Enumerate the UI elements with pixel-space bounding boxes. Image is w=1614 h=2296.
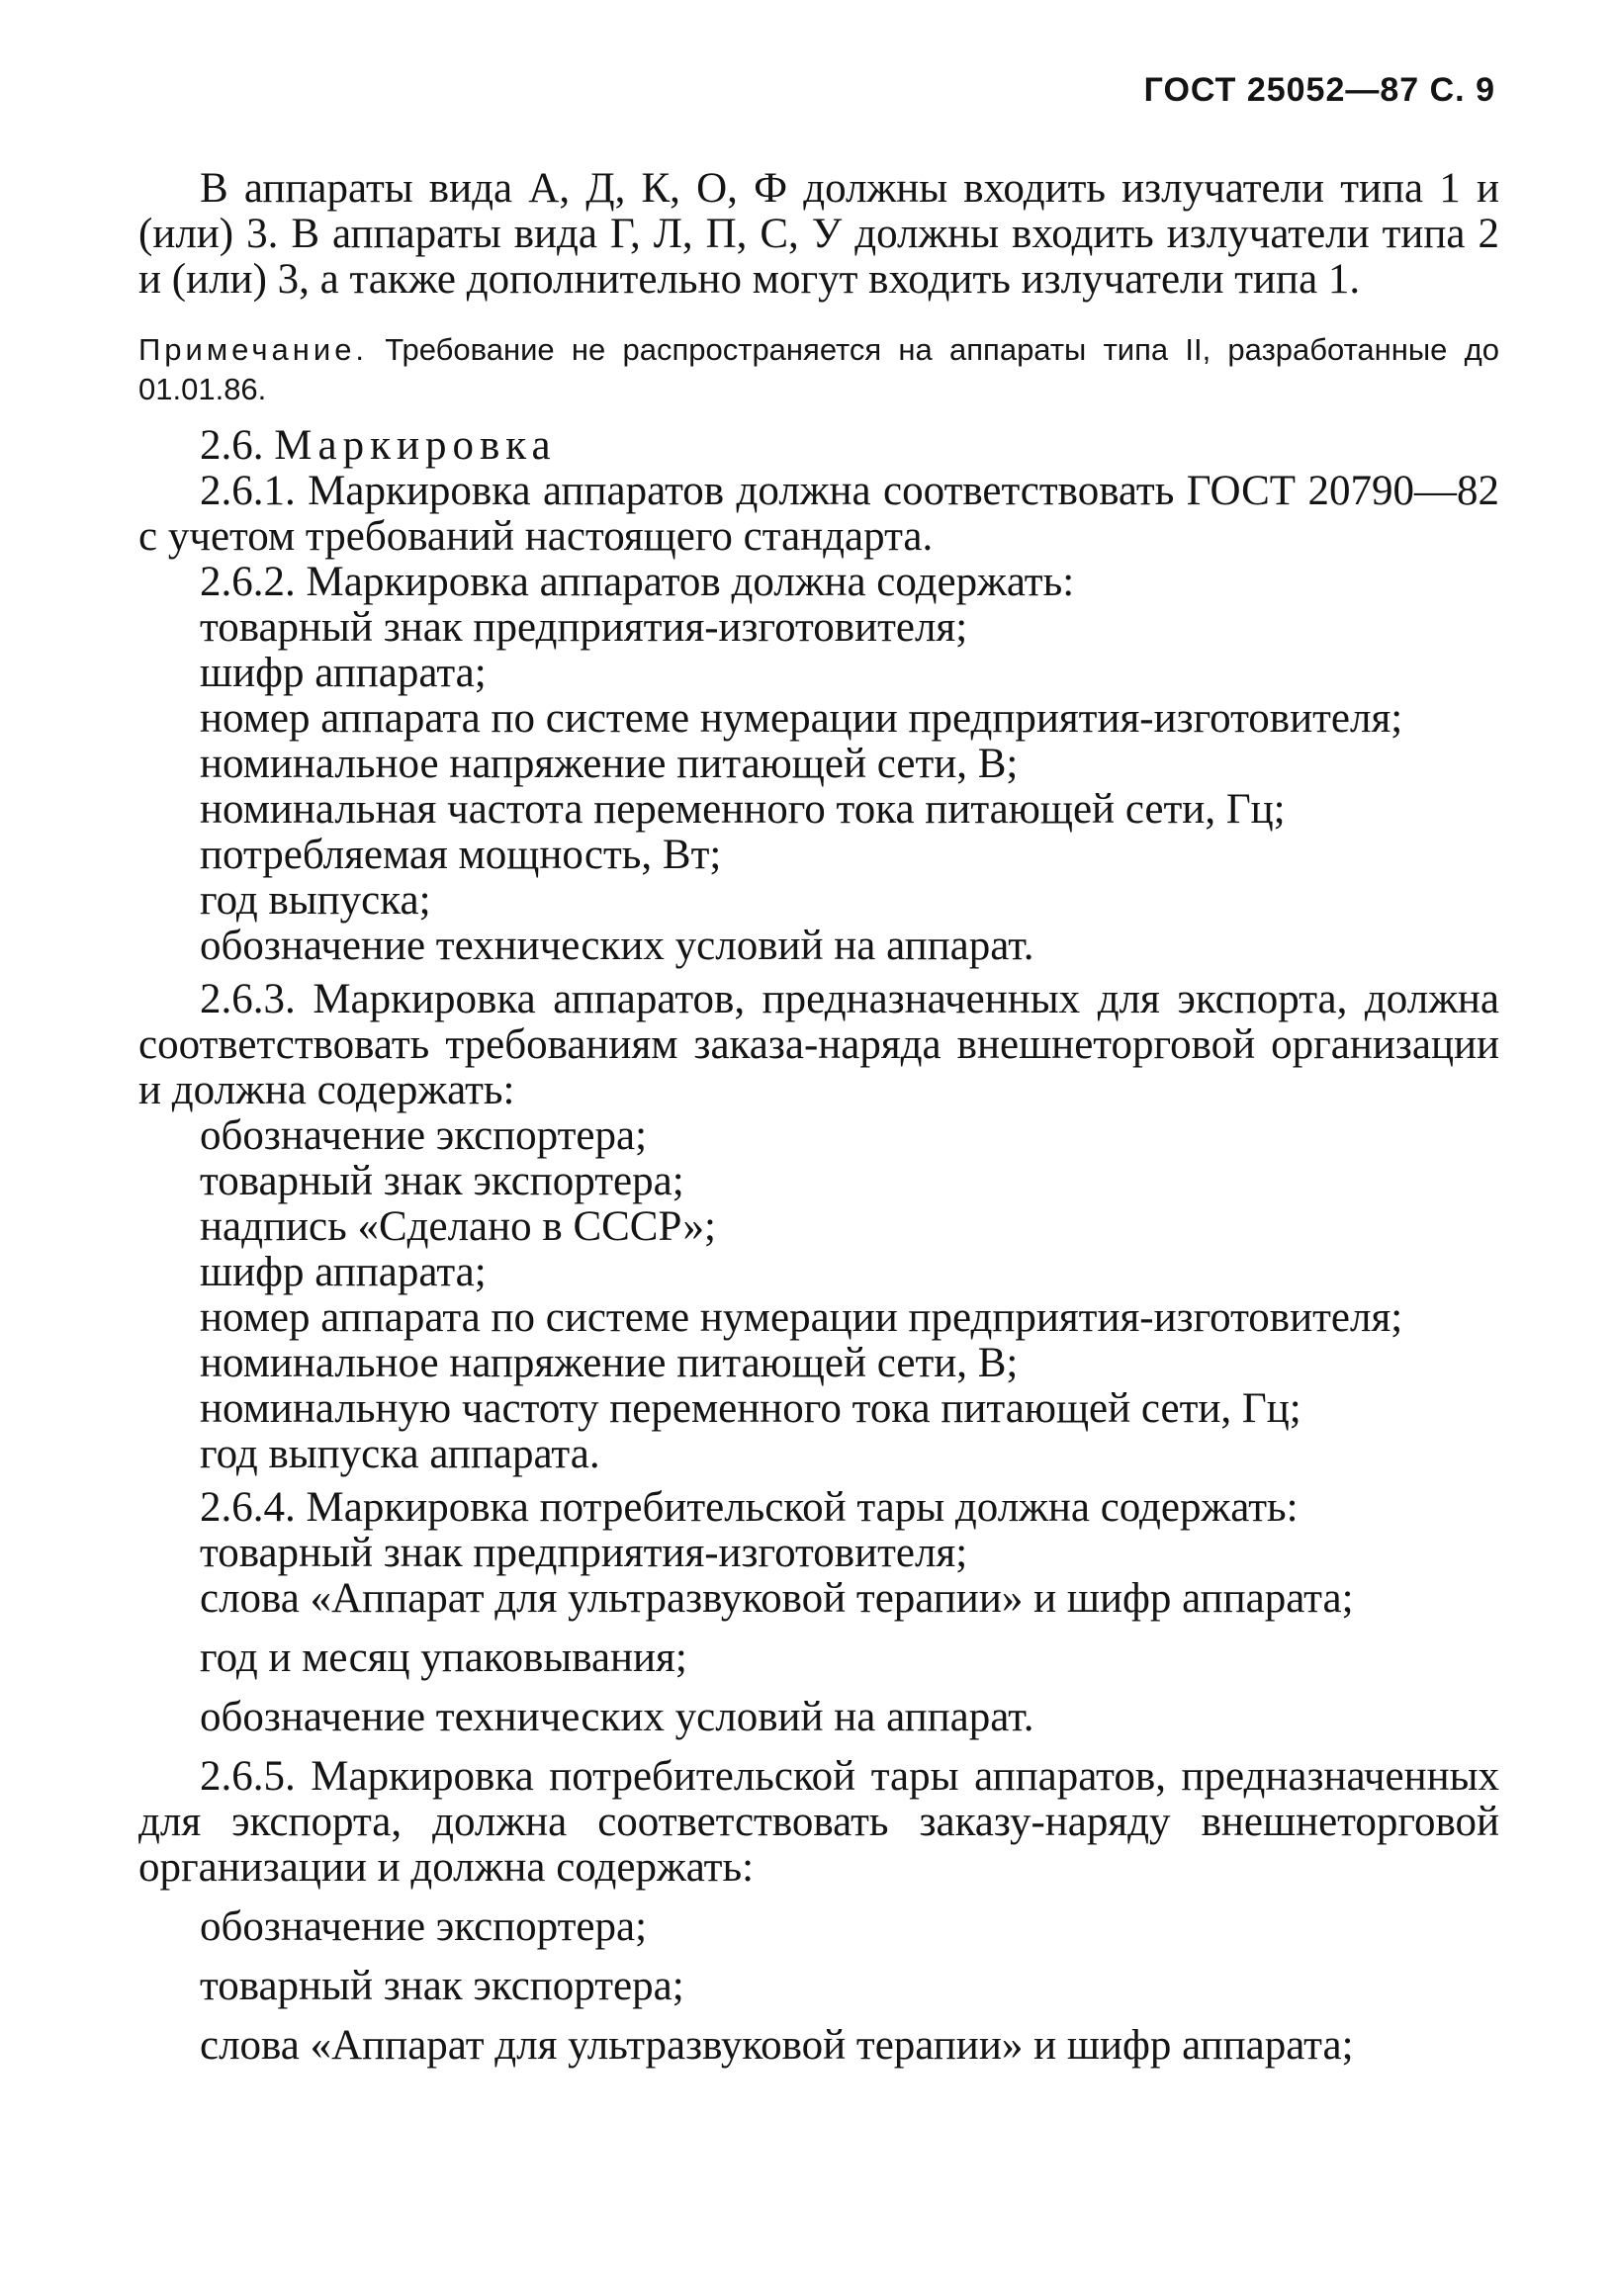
section-title: Маркировка [274,422,557,469]
section-number: 2.6. [200,422,264,469]
list-item: потребляемая мощность, Вт; [200,832,722,878]
clause-2-6-5-lead: 2.6.5. Маркировка потребительской тары аппаратов, предназначенных для экспорта, должна соответствовать заказу-наряду внешнеторговой организации и должна содержать: [138,1753,1499,1891]
list-item: товарный знак экспортера; [200,1158,684,1204]
list-item: обозначение экспортера; [200,1903,648,1950]
clause-2-6-1: 2.6.1. Маркировка аппаратов должна соответствовать ГОСТ 20790—82 с учетом требований настоящего стандарта. [138,468,1499,560]
document-body [138,166,1499,2069]
list-item: товарный знак предприятия-изготовителя; [200,1530,968,1576]
list-item: надпись «Сделано в СССР»; [200,1203,716,1250]
page-header: ГОСТ 25052—87 С. 9 [1143,71,1495,109]
list-item: обозначение технических условий на аппарат. [200,923,1034,969]
list-item: номинальное напряжение питающей сети, В; [200,1340,1019,1386]
note-label: Примечание. [138,332,369,367]
clause-2-6-4-lead: 2.6.4. Маркировка потребительской тары должна содержать: [200,1484,1299,1531]
clause-2-6-3-lead: 2.6.3. Маркировка аппаратов, предназначенных для экспорта, должна соответствовать требованиям заказа-наряда внешнеторговой организации и должна содержать: [138,976,1499,1113]
list-item: номинальная частота переменного тока питающей сети, Гц; [200,786,1286,833]
list-item: номинальную частоту переменного тока питающей сети, Гц; [200,1385,1301,1432]
section-heading [138,423,1499,469]
list-item: товарный знак экспортера; [200,1963,684,2009]
list-item: шифр аппарата; [200,1249,487,1295]
note-text: Требование не распространяется на аппараты типа II, разработанные до 01.01.86. [138,332,1499,406]
note [138,330,1499,409]
list-item: номер аппарата по системе нумерации предприятия-изготовителя; [200,1294,1403,1341]
list-item: обозначение технических условий на аппарат. [200,1694,1034,1740]
clause-2-6-2-lead: 2.6.2. Маркировка аппаратов должна содержать: [200,559,1075,605]
list-item: слова «Аппарат для ультразвуковой терапии» и шифр аппарата; [200,1575,1354,1622]
intro-paragraph: В аппараты вида А, Д, К, О, Ф должны входить излучатели типа 1 и (или) 3. В аппараты вида Г, Л, П, С, У должны входить излучатели типа 2 и (или) 3, а также дополнительно могут входить излучатели типа 1. [138,165,1499,303]
list-item: год выпуска; [200,877,431,924]
list-item: номер аппарата по системе нумерации предприятия-изготовителя; [200,695,1403,742]
list-item: обозначение экспортера; [200,1112,648,1159]
list-item: год и месяц упаковывания; [200,1634,687,1681]
list-item: год выпуска аппарата. [200,1431,600,1477]
list-item: номинальное напряжение питающей сети, В; [200,741,1019,787]
list-item: шифр аппарата; [200,650,487,696]
list-item: слова «Аппарат для ультразвуковой терапии» и шифр аппарата; [200,2022,1354,2069]
list-item: товарный знак предприятия-изготовителя; [200,604,968,651]
